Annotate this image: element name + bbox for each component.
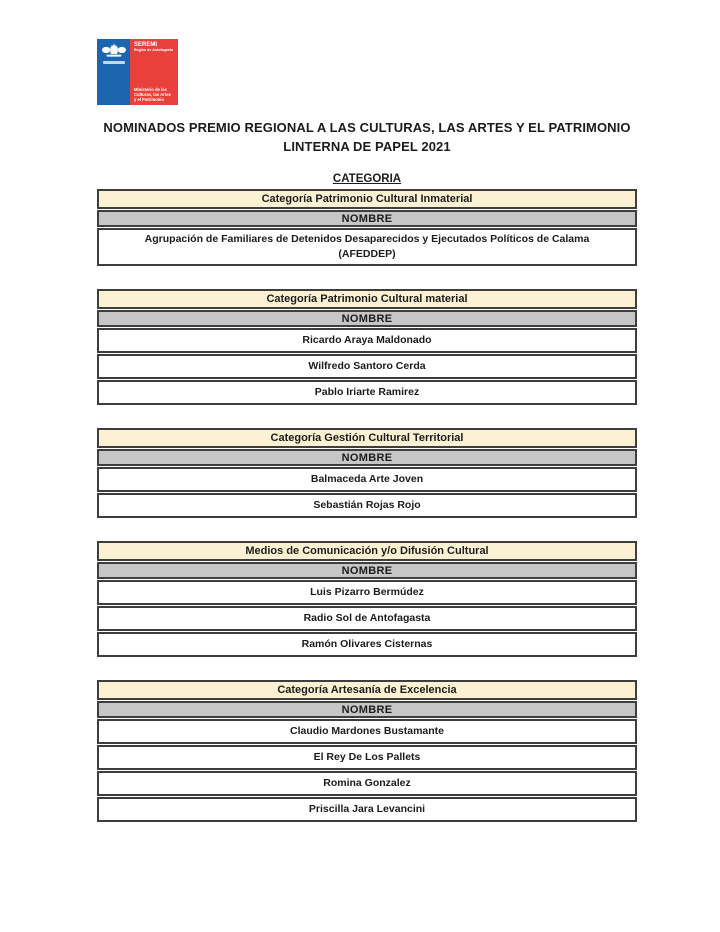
nominee-name: Claudio Mardones Bustamante bbox=[289, 725, 445, 737]
nombre-header-row: NOMBRE bbox=[97, 210, 637, 227]
page-title-line1: NOMINADOS PREMIO REGIONAL A LAS CULTURAS, LAS ARTES Y EL PATRIMONIO bbox=[103, 120, 631, 135]
nominee-name: Radio Sol de Antofagasta bbox=[303, 612, 431, 624]
logo-red-panel bbox=[130, 39, 178, 105]
nombre-header-row: NOMBRE bbox=[97, 562, 637, 579]
page-title bbox=[97, 118, 637, 156]
nominee-row bbox=[97, 380, 637, 405]
logo-seremi-block bbox=[134, 42, 176, 53]
nominee-row bbox=[97, 632, 637, 657]
tables bbox=[97, 189, 637, 822]
category-table bbox=[97, 189, 637, 266]
nominee-name: Balmaceda Arte Joven bbox=[310, 473, 424, 485]
nominee-row bbox=[97, 354, 637, 379]
nominee-name: Sebastián Rojas Rojo bbox=[313, 499, 421, 511]
nominee-name: Ricardo Araya Maldonado bbox=[302, 334, 432, 346]
nominee-row bbox=[97, 493, 637, 518]
ministry-logo bbox=[97, 39, 178, 105]
logo-small-caption bbox=[103, 61, 125, 64]
category-table bbox=[97, 428, 637, 518]
category-table bbox=[97, 541, 637, 657]
chile-coat-of-arms-icon bbox=[101, 43, 127, 60]
nominee-name: El Rey De Los Pallets bbox=[313, 751, 421, 763]
nominee-row bbox=[97, 606, 637, 631]
nominee-row bbox=[97, 719, 637, 744]
nominee-name: Wilfredo Santoro Cerda bbox=[308, 360, 426, 372]
nombre-header-row: NOMBRE bbox=[97, 449, 637, 466]
nominee-row bbox=[97, 745, 637, 770]
category-table bbox=[97, 680, 637, 822]
nominee-name: Ramón Olivares Cisternas bbox=[301, 638, 433, 650]
nominee-row bbox=[97, 771, 637, 796]
nominee-name: Agrupación de Familiares de Detenidos Desaparecidos y Ejecutados Políticos de Calama (AFEDDEP) bbox=[144, 233, 590, 260]
nominee-row bbox=[97, 580, 637, 605]
logo-region-label: Región de Antofagasta bbox=[134, 48, 174, 52]
category-table bbox=[97, 289, 637, 405]
content-column bbox=[97, 118, 637, 845]
nominee-row bbox=[97, 228, 637, 266]
nominee-row bbox=[97, 797, 637, 822]
page-title-line2: LINTERNA DE PAPEL 2021 bbox=[283, 139, 451, 154]
category-header-row: Medios de Comunicación y/o Difusión Cultural bbox=[97, 541, 637, 561]
logo-seremi-label: SEREMI bbox=[134, 42, 158, 48]
nominee-row bbox=[97, 467, 637, 492]
nominee-name: Romina Gonzalez bbox=[323, 777, 411, 789]
category-header-row: Categoría Artesanía de Excelencia bbox=[97, 680, 637, 700]
section-label: CATEGORIA bbox=[332, 173, 402, 185]
nominee-name: Priscilla Jara Levancini bbox=[308, 803, 426, 815]
nombre-header-row: NOMBRE bbox=[97, 701, 637, 718]
nominee-name: Luis Pizarro Bermúdez bbox=[310, 586, 424, 598]
nominee-name: Pablo Iriarte Ramirez bbox=[314, 386, 420, 398]
category-header-row: Categoría Patrimonio Cultural Inmaterial bbox=[97, 189, 637, 209]
category-header-row: Categoría Patrimonio Cultural material bbox=[97, 289, 637, 309]
logo-ministry-label: Ministerio de las Culturas, las Artes y el Patrimonio bbox=[134, 87, 171, 102]
logo-blue-panel bbox=[97, 39, 130, 105]
category-header-row: Categoría Gestión Cultural Territorial bbox=[97, 428, 637, 448]
nombre-header-row: NOMBRE bbox=[97, 310, 637, 327]
nominee-row bbox=[97, 328, 637, 353]
